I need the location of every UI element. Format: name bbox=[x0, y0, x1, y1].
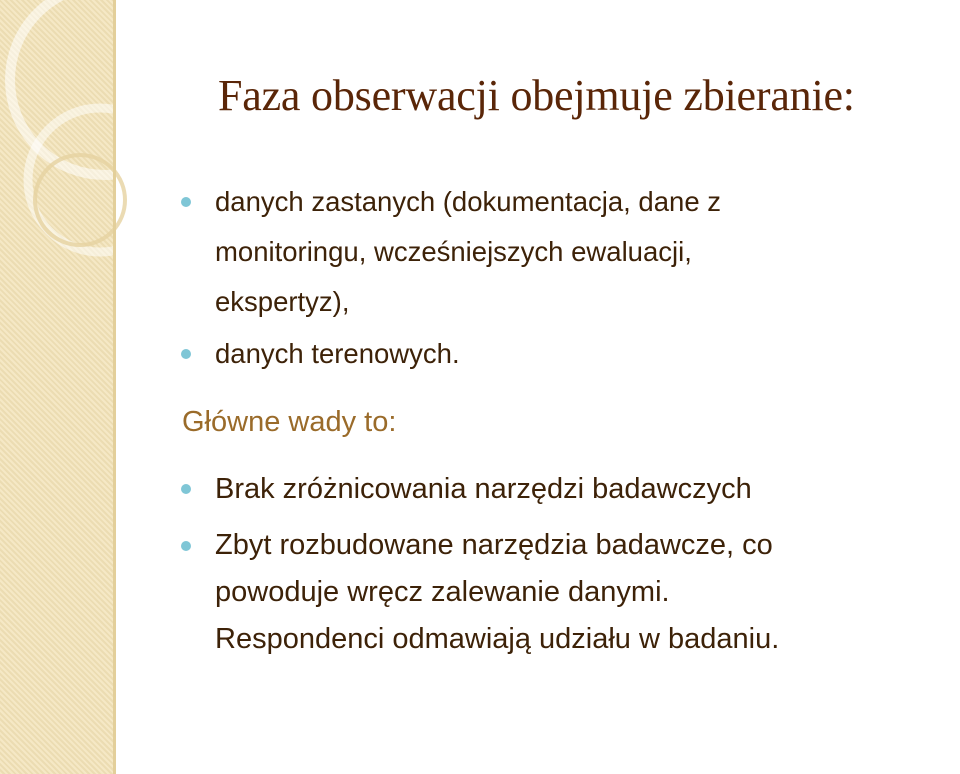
list-item bbox=[0, 522, 915, 663]
drawbacks-list bbox=[0, 467, 915, 674]
subheading: Główne wady to: bbox=[182, 406, 397, 438]
list-item bbox=[0, 467, 915, 511]
list-item-line: danych terenowych. bbox=[215, 338, 460, 369]
list-item-line: Brak zróżnicowania narzędzi badawczych bbox=[215, 473, 752, 505]
list-item-line: Respondenci odmawiają udziału w badaniu. bbox=[215, 623, 780, 655]
bullet-dot-icon bbox=[181, 197, 191, 207]
list-item bbox=[0, 327, 915, 380]
list-item-line: powoduje wręcz zalewanie danymi. bbox=[215, 576, 670, 608]
list-item-line: danych zastanych (dokumentacja, dane z bbox=[215, 186, 721, 217]
list-item bbox=[0, 175, 915, 327]
slide-title: Faza obserwacji obejmuje zbieranie: bbox=[218, 71, 855, 120]
list-item-line: monitoringu, wcześniejszych ewaluacji, bbox=[215, 236, 692, 267]
bullet-dot-icon bbox=[181, 484, 191, 494]
collection-list bbox=[0, 175, 915, 380]
bullet-dot-icon bbox=[181, 349, 191, 359]
bullet-dot-icon bbox=[181, 541, 191, 551]
list-item-line: ekspertyz), bbox=[215, 286, 350, 317]
list-item-line: Zbyt rozbudowane narzędzia badawcze, co bbox=[215, 529, 773, 561]
